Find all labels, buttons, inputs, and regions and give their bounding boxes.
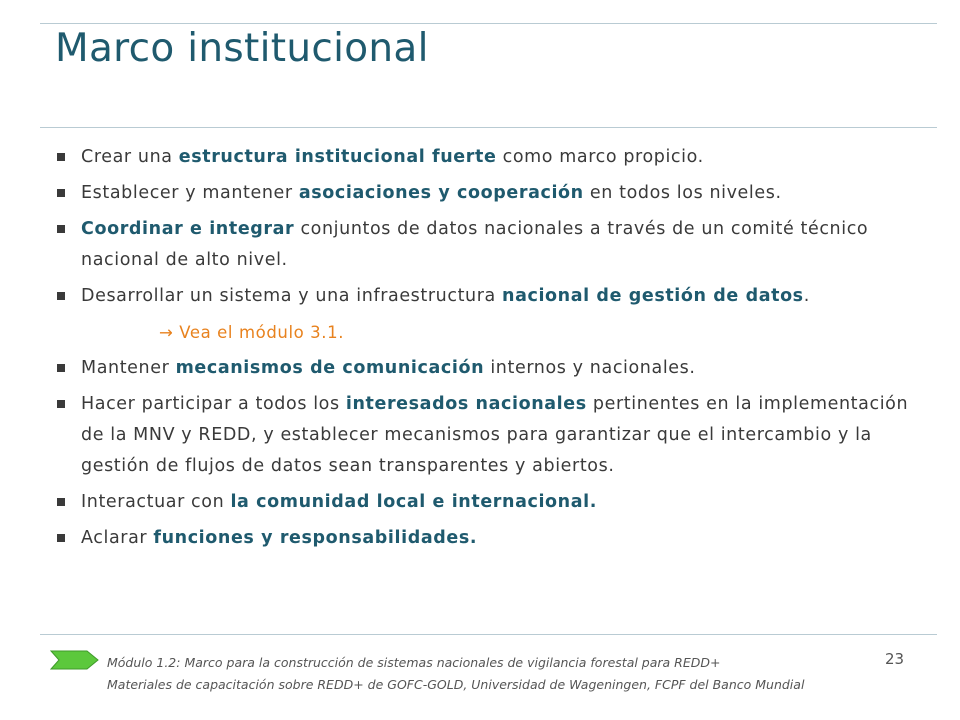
bullet-item xyxy=(55,523,930,554)
footer-rule xyxy=(40,634,937,635)
footer-module-line: Módulo 1.2: Marco para la construcción de sistemas nacionales de vigilancia forestal para REDD+ xyxy=(107,655,721,670)
bullet-text: Hacer participar a todos los xyxy=(81,394,346,414)
bullet-text: Establecer y mantener xyxy=(81,183,299,203)
bullet-text: Crear una xyxy=(81,147,179,167)
bullet-text: conjuntos de datos nacionales a través de un comité técnico nacional de alto nivel. xyxy=(81,219,869,270)
bullet-item xyxy=(55,214,930,276)
bullet-item xyxy=(55,178,930,209)
bullet-emphasis: estructura institucional fuerte xyxy=(178,147,497,167)
bullet-item xyxy=(55,487,930,518)
bullet-emphasis: nacional de gestión de datos xyxy=(502,286,804,306)
bullet-emphasis: funciones y responsabilidades. xyxy=(153,528,478,548)
bullet-text: Interactuar con xyxy=(81,492,231,512)
bullet-emphasis: Coordinar e integrar xyxy=(81,219,295,239)
square-bullet-icon xyxy=(57,534,65,542)
page-number: 23 xyxy=(885,650,905,668)
bullet-text: Mantener xyxy=(81,358,176,378)
module-reference xyxy=(55,317,930,348)
bullet-text: en todos los niveles. xyxy=(583,183,782,203)
bullet-emphasis: mecanismos de comunicación xyxy=(175,358,485,378)
square-bullet-icon xyxy=(57,364,65,372)
top-rule xyxy=(40,23,937,24)
bullet-text: → Vea el módulo 3.1. xyxy=(159,323,345,342)
bullet-text: Aclarar xyxy=(81,528,154,548)
bullet-item xyxy=(55,353,930,384)
bullet-emphasis: la comunidad local e internacional. xyxy=(230,492,597,512)
square-bullet-icon xyxy=(57,225,65,233)
bullet-item xyxy=(55,389,930,482)
slide-title: Marco institucional xyxy=(55,26,429,71)
bullet-text: Desarrollar un sistema y una infraestructura xyxy=(81,286,503,306)
square-bullet-icon xyxy=(57,292,65,300)
square-bullet-icon xyxy=(57,189,65,197)
footer-credits-line: Materiales de capacitación sobre REDD+ de GOFC-GOLD, Universidad de Wageningen, FCPF del Banco Mundial xyxy=(107,677,805,692)
bullet-item xyxy=(55,281,930,312)
bullet-emphasis: asociaciones y cooperación xyxy=(298,183,584,203)
bullet-emphasis: interesados nacionales xyxy=(345,394,587,414)
title-rule xyxy=(40,127,937,128)
square-bullet-icon xyxy=(57,400,65,408)
bullet-text: . xyxy=(803,286,810,306)
bullet-text: pertinentes en la implementación de la MNV y REDD, y establecer mecanismos para garantizar que el intercambio y la gestión de flujos de datos sean transparentes y abiertos. xyxy=(81,394,909,476)
bullet-text: como marco propicio. xyxy=(496,147,704,167)
green-arrow-icon xyxy=(49,648,101,672)
bullet-list xyxy=(55,142,930,559)
square-bullet-icon xyxy=(57,498,65,506)
bullet-item xyxy=(55,142,930,173)
footer-text xyxy=(107,652,897,696)
bullet-text: internos y nacionales. xyxy=(484,358,696,378)
square-bullet-icon xyxy=(57,153,65,161)
